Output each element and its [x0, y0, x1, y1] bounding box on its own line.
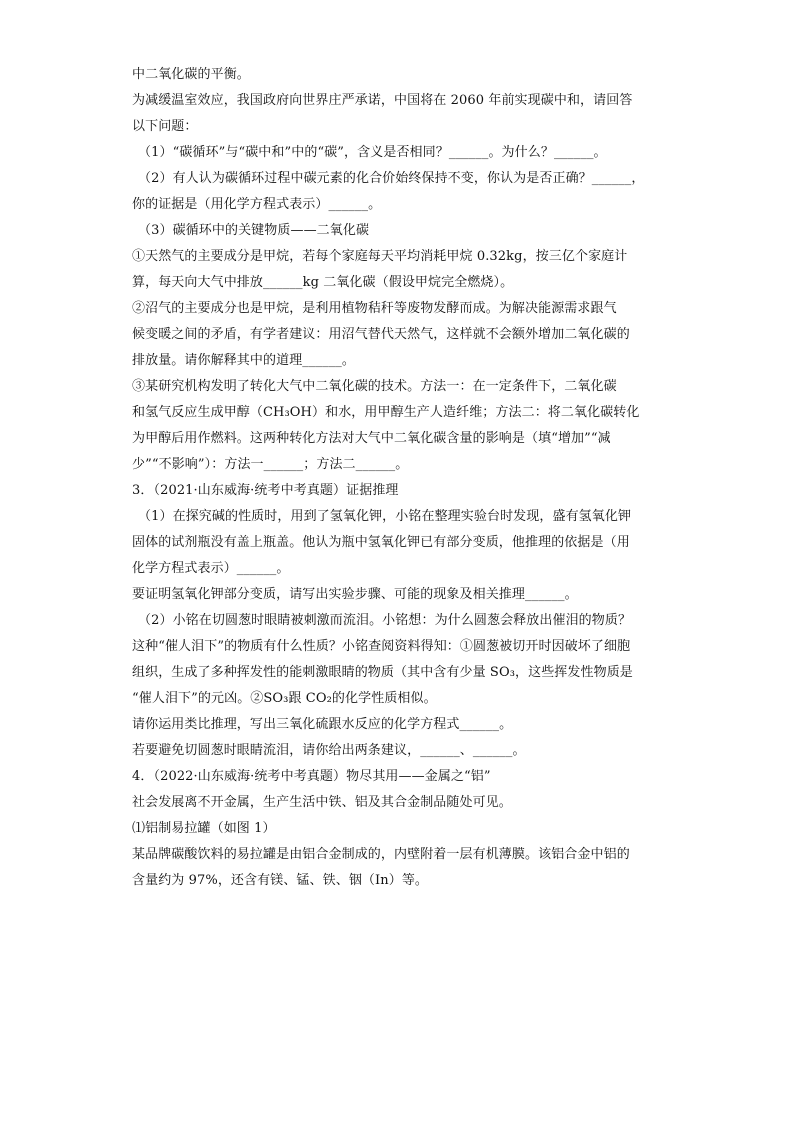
- text-line: 以下问题：: [132, 119, 198, 134]
- question-2: （2）有人认为碳循环过程中碳元素的化合价始终保持不变，你认为是否正确？______，: [138, 171, 645, 186]
- document-page: [132, 62, 666, 894]
- text-line: 排放量。请你解释其中的道理______。: [132, 353, 356, 368]
- text-line: 你的证据是（用化学方程式表示）______。: [132, 197, 382, 212]
- text-line: 社会发展离不开金属，生产生活中铁、铝及其合金制品随处可见。: [132, 795, 512, 810]
- question-3: （3）碳循环中的关键物质——二氧化碳: [138, 223, 370, 238]
- text-line: 这种“催人泪下”的物质有什么性质？小铭查阅资料得知：①圆葱被切开时因破坏了细胞: [132, 639, 631, 654]
- problem-4-heading: 4．（2022·山东威海·统考中考真题）物尽其用——金属之“铝”: [132, 769, 491, 784]
- text-line: ①天然气的主要成分是甲烷，若每个家庭每天平均消耗甲烷 0.32kg，按三亿个家庭计: [132, 249, 628, 264]
- text-line: 少”“不影响”）：方法一______；方法二______。: [132, 457, 409, 472]
- text-line: “催人泪下”的元凶。②SO₃跟 CO₂的化学性质相似。: [132, 691, 437, 706]
- text-line: （2）小铭在切圆葱时眼睛被刺激而流泪。小铭想：为什么圆葱会释放出催泪的物质？: [138, 613, 632, 628]
- problem-3-heading: 3．（2021·山东威海·统考中考真题）证据推理: [132, 483, 399, 498]
- text-line: （1）在探究碱的性质时，用到了氢氧化钾，小铭在整理实验台时发现，盛有氢氧化钾: [138, 509, 632, 524]
- text-line: 含量约为 97%，还含有镁、锰、铁、铟（In）等。: [132, 873, 429, 888]
- text-line: ③某研究机构发明了转化大气中二氧化碳的技术。方法一：在一定条件下，二氧化碳: [132, 379, 617, 394]
- text-line: 为减缓温室效应，我国政府向世界庄严承诺，中国将在 2060 年前实现碳中和，请回答: [132, 93, 633, 108]
- text-line: 化学方程式表示）______。: [132, 561, 290, 576]
- text-line: 和氢气反应生成甲醇（CH₃OH）和水，用甲醇生产人造纤维；方法二：将二氧化碳转化: [132, 405, 640, 420]
- text-line: 为甲醇后用作燃料。这两种转化方法对大气中二氧化碳含量的影响是（填“增加”“减: [132, 431, 611, 446]
- text-line: 算，每天向大气中排放______kg 二氧化碳（假设甲烷完全燃烧）。: [132, 275, 514, 290]
- text-line: 请你运用类比推理，写出三氧化硫跟水反应的化学方程式______。: [132, 717, 513, 732]
- text-line: 组织，生成了多种挥发性的能刺激眼睛的物质（其中含有少量 SO₃，这些挥发性物质是: [132, 665, 633, 680]
- text-line: ⑴铝制易拉罐（如图 1）: [132, 821, 276, 836]
- text-line: 某品牌碳酸饮料的易拉罐是由铝合金制成的，内壁附着一层有机薄膜。该铝合金中铝的: [132, 847, 630, 862]
- text-line: ②沼气的主要成分也是甲烷，是利用植物秸秆等废物发酵而成。为解决能源需求跟气: [132, 301, 617, 316]
- text-line: 固体的试剂瓶没有盖上瓶盖。他认为瓶中氢氧化钾已有部分变质，他推理的依据是（用: [132, 535, 630, 550]
- question-1: （1）“碳循环”与“碳中和”中的“碳”，含义是否相同？______。为什么？______。: [138, 145, 607, 160]
- text-line: 候变暖之间的矛盾，有学者建议：用沼气替代天然气，这样就不会额外增加二氧化碳的: [132, 327, 630, 342]
- text-line: 要证明氢氧化钾部分变质，请写出实验步骤、可能的现象及相关推理______。: [132, 587, 578, 602]
- text-line: 中二氧化碳的平衡。: [132, 67, 250, 82]
- text-line: 若要避免切圆葱时眼睛流泪，请你给出两条建议，______、______。: [132, 743, 526, 758]
